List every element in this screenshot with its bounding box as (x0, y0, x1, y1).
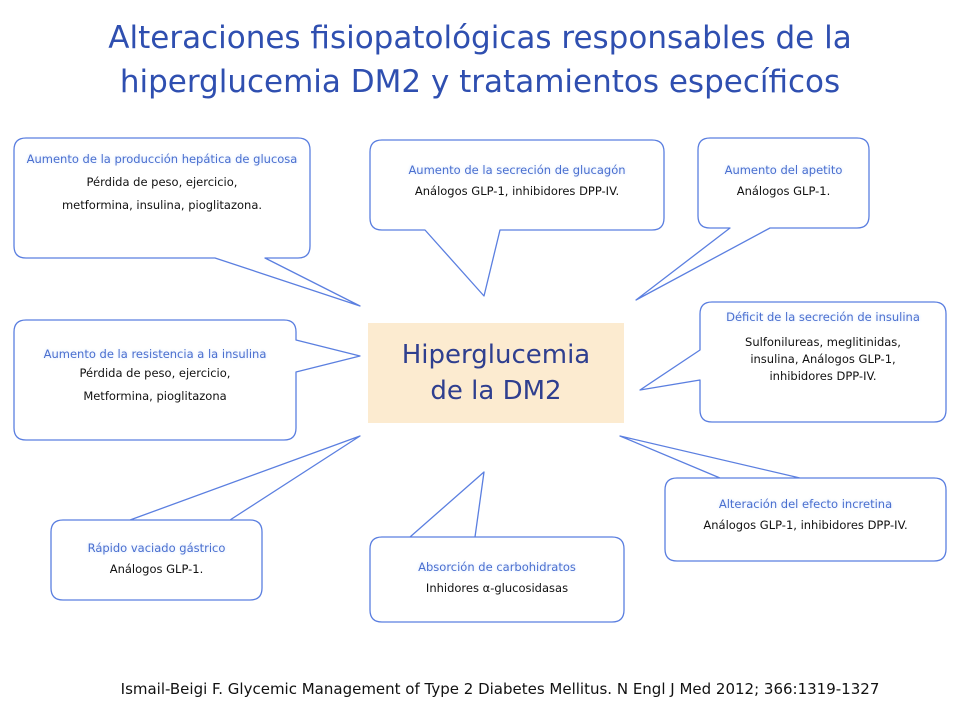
center-line-1: Hiperglucemia (401, 340, 591, 370)
callout-body-line: metformina, insulina, pioglitazona. (61, 198, 263, 212)
callout-body-line: Inhidores α-glucosidasas (425, 581, 569, 595)
callout-heading: Aumento de la producción hepática de glucosa (26, 152, 298, 166)
callout-body-line: Análogos GLP-1, inhibidores DPP-IV. (703, 518, 908, 532)
callout-heading: Rápido vaciado gástrico (87, 541, 226, 555)
callout-heading: Aumento de la resistencia a la insulina (43, 347, 267, 361)
callout-body-line: Metformina, pioglitazona (83, 389, 227, 403)
callout-insulin-resistance (16, 347, 294, 408)
callout-carbohydrate (372, 560, 622, 600)
callout-heading: Aumento de la secreción de glucagón (408, 163, 626, 177)
callout-body-line: Pérdida de peso, ejercicio, (86, 175, 238, 189)
title-line-1: Alteraciones fisiopatológicas responsables de la (108, 20, 852, 56)
callout-heading: Alteración del efecto incretina (718, 497, 893, 511)
callout-glucagon (372, 163, 662, 203)
callout-body-line: Pérdida de peso, ejercicio, (79, 366, 231, 380)
callout-body-line: inhibidores DPP-IV. (769, 369, 877, 383)
callout-heading: Absorción de carbohidratos (418, 560, 576, 574)
callout-gastric (53, 541, 260, 581)
callout-heading: Déficit de la secreción de insulina (726, 310, 920, 324)
callout-body-line: Análogos GLP-1. (736, 184, 831, 198)
callout-incretin (667, 497, 944, 537)
callout-body-line: insulina, Análogos GLP-1, (750, 352, 896, 366)
callout-body-line: Análogos GLP-1, inhibidores DPP-IV. (414, 184, 620, 198)
callout-body-line: Sulfonilureas, meglitinidas, (745, 335, 901, 349)
callout-heading: Aumento del apetito (724, 163, 843, 177)
callout-insulin-secretion (702, 310, 944, 385)
title-line-2: hiperglucemia DM2 y tratamientos específicos (119, 64, 841, 100)
center-line-2: de la DM2 (430, 376, 562, 406)
callout-hepatic (26, 152, 298, 217)
center-hyperglycemia-box (368, 323, 624, 423)
reference-citation: Ismail-Beigi F. Glycemic Management of Type 2 Diabetes Mellitus. N Engl J Med 2012; 366:1319-1327 (120, 680, 880, 698)
callout-body-line: Análogos GLP-1. (109, 562, 204, 576)
callout-appetite (700, 163, 867, 203)
